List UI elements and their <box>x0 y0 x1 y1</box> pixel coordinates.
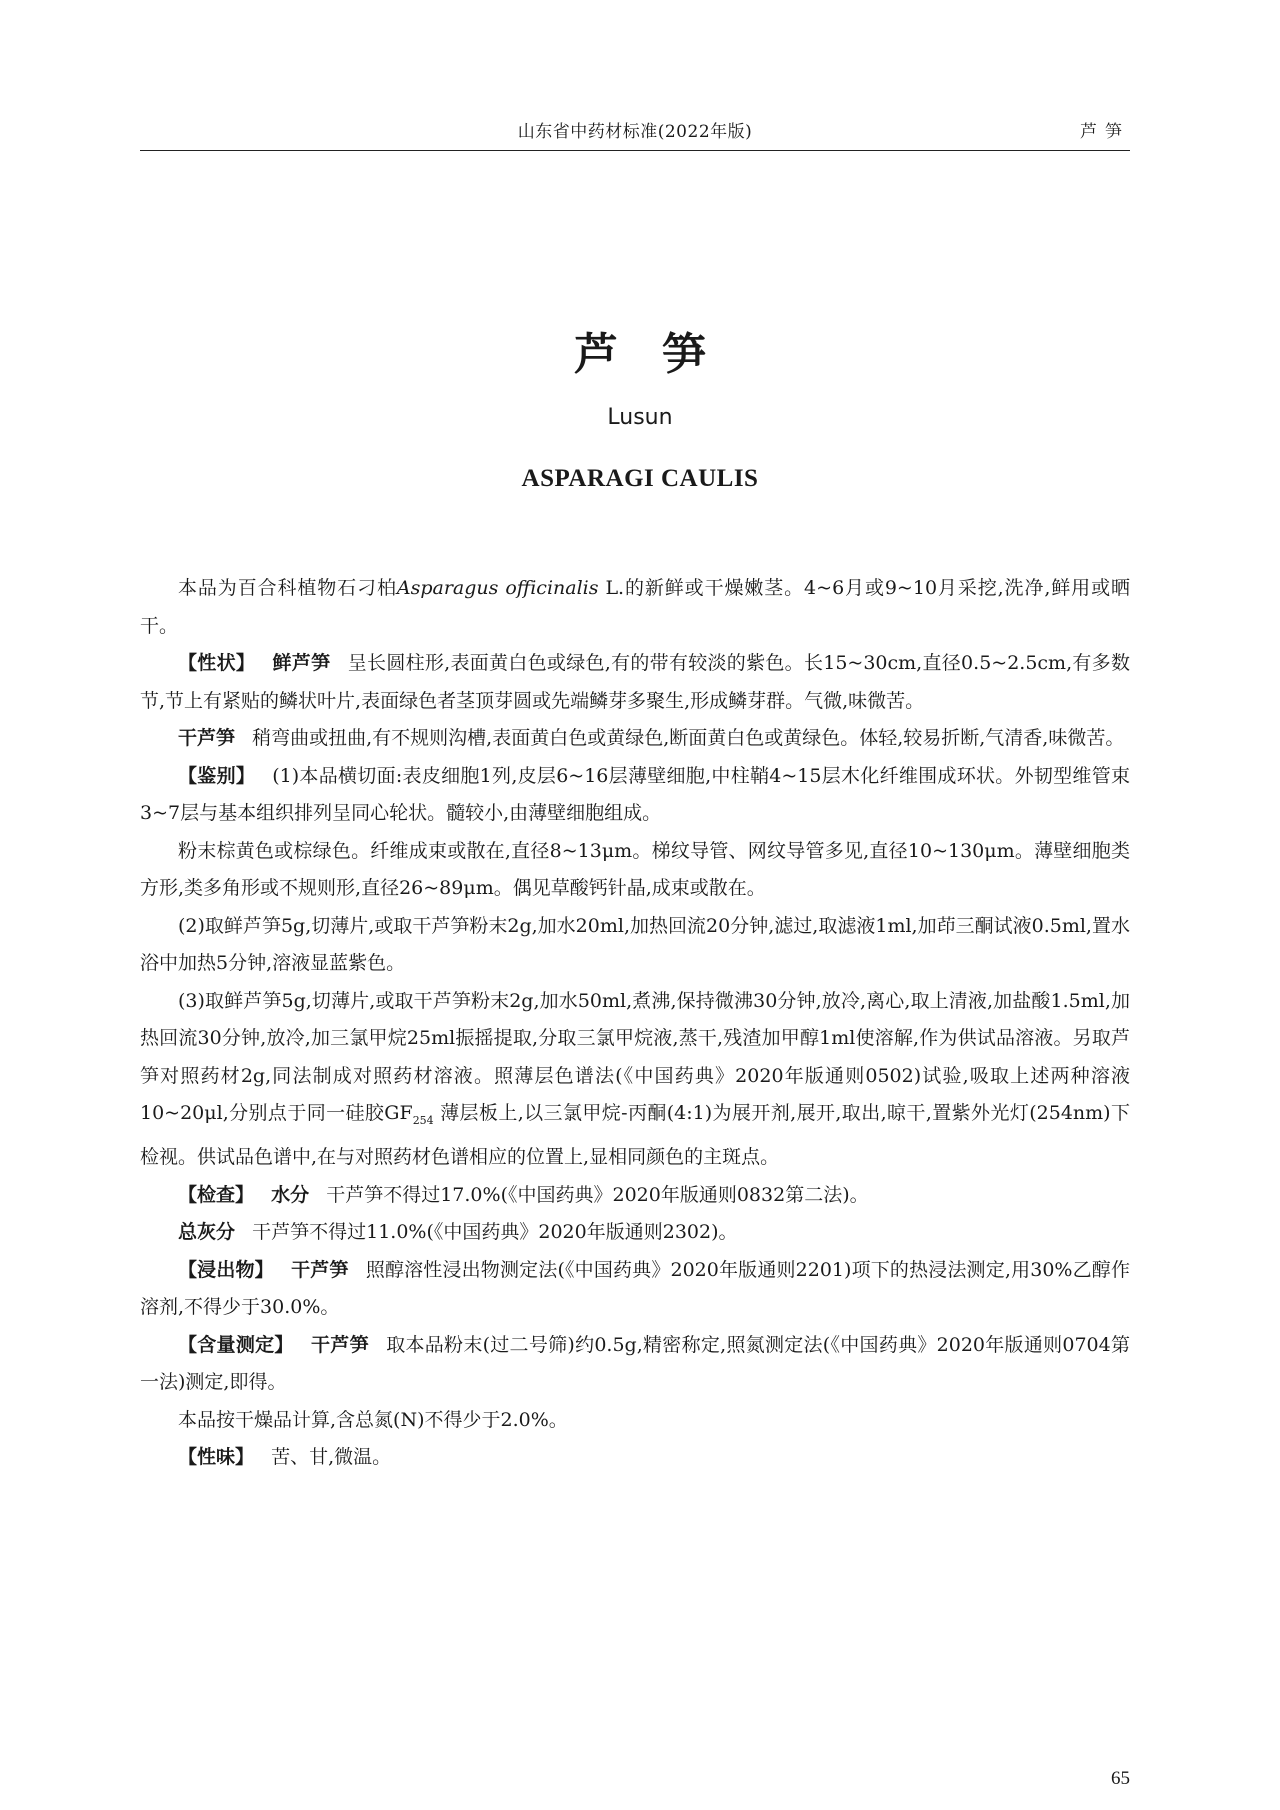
inspection-water: 【检查】 水分 干芦笋不得过17.0%(《中国药典》2020年版通则0832第二法)。 <box>178 1183 869 1206</box>
header-rule <box>140 150 1130 151</box>
nature-paragraph: 【性味】 苦、甘,微温。 <box>178 1446 392 1469</box>
book-title: 山东省中药材标准(2022年版) <box>517 122 753 142</box>
section-label-extract: 【浸出物】 <box>178 1258 274 1281</box>
extract-paragraph: 【浸出物】 干芦笋 照醇溶性浸出物测定法(《中国药典》2020年版通则2201)项下的热浸法测定,用30%乙醇作溶剂,不得少于30.0%。 <box>140 1258 1130 1319</box>
source-paragraph: 本品为百合科植物石刁柏Asparagus officinalis L.的新鲜或干燥嫩茎。4~6月或9~10月采挖,洗净,鲜用或晒干。 <box>140 577 1130 637</box>
description-dry: 干芦笋 稍弯曲或扭曲,有不规则沟槽,表面黄白色或黄绿色,断面黄白色或黄绿色。体轻,较易折断,气清香,味微苦。 <box>178 727 1125 749</box>
monograph-body <box>140 570 1130 1477</box>
identification-item-3: (3)取鲜芦笋5g,切薄片,或取干芦笋粉末2g,加水50ml,煮沸,保持微沸30分钟,放冷,离心,取上清液,加盐酸1.5ml,加热回流30分钟,放冷,加三氯甲烷25ml振摇提取,分取三氯甲烷液,蒸干,残渣加甲醇1ml使溶解,作为供试品溶液。另取芦笋对照药材2g,同法制成对照药材溶液。照薄层色谱法(《中国药典》2020年版通则0502)试验,吸取上述两种溶液10~20μl,分别点于同一硅胶$GF_{254}$ 薄层板上,以三氯甲烷-丙酮(4:1)为展开剂,展开,取出,晾干,置紫外光灯(254nm)下检视。供试品色谱中,在与对照药材色谱相应的位置上,显相同颜色的主斑点。 <box>140 989 1130 1169</box>
section-label-nature: 【性味】 <box>178 1446 255 1469</box>
description-fresh: 【性状】 鲜芦笋 呈长圆柱形,表面黄白色或绿色,有的带有较淡的紫色。长15~30cm,直径0.5~2.5cm,有多数节,节上有紧贴的鳞状叶片,表面绿色者茎顶芽圆或先端鳞芽多聚生,形成鳞芽群。气微,味微苦。 <box>140 652 1130 712</box>
assay-limit: 本品按干燥品计算,含总氮(N)不得少于2.0%。 <box>178 1408 568 1431</box>
monograph-pinyin: Lusun <box>607 405 673 430</box>
section-label-inspection: 【检查】 <box>178 1183 255 1206</box>
identification-item-1: 【鉴别】 (1)本品横切面:表皮细胞1列,皮层6~16层薄壁细胞,中柱鞘4~15层木化纤维围成环状。外韧型维管束3~7层与基本组织排列呈同心轮状。髓较小,由薄壁细胞组成。 <box>140 764 1130 824</box>
species-name: Asparagus officinalis <box>396 577 599 599</box>
page-number: 65 <box>1111 1768 1130 1789</box>
identification-powder: 粉末棕黄色或棕绿色。纤维成束或散在,直径8~13μm。梯纹导管、网纹导管多见,直径10~130μm。薄壁细胞类方形,类多角形或不规则形,直径26~89μm。偶见草酸钙针晶,成束或散在。 <box>140 839 1130 899</box>
monograph-latin-name: ASPARAGI CAULIS <box>521 465 759 492</box>
section-label-assay: 【含量测定】 <box>178 1333 294 1356</box>
header-entry-name: 芦笋 <box>1080 122 1130 142</box>
identification-item-2: (2)取鲜芦笋5g,切薄片,或取干芦笋粉末2g,加水20ml,加热回流20分钟,滤过,取滤液1ml,加茚三酮试液0.5ml,置水浴中加热5分钟,溶液显蓝紫色。 <box>140 914 1130 974</box>
assay-paragraph: 【含量测定】 干芦笋 取本品粉末(过二号筛)约0.5g,精密称定,照氮测定法(《中国药典》2020年版通则0704第一法)测定,即得。 <box>140 1333 1130 1394</box>
monograph-title: 芦笋 <box>574 329 750 380</box>
inspection-total-ash: 总灰分 干芦笋不得过11.0%(《中国药典》2020年版通则2302)。 <box>178 1221 738 1244</box>
section-label-identification: 【鉴别】 <box>178 764 256 787</box>
running-header <box>140 117 1130 145</box>
section-label-description: 【性状】 <box>178 652 256 674</box>
